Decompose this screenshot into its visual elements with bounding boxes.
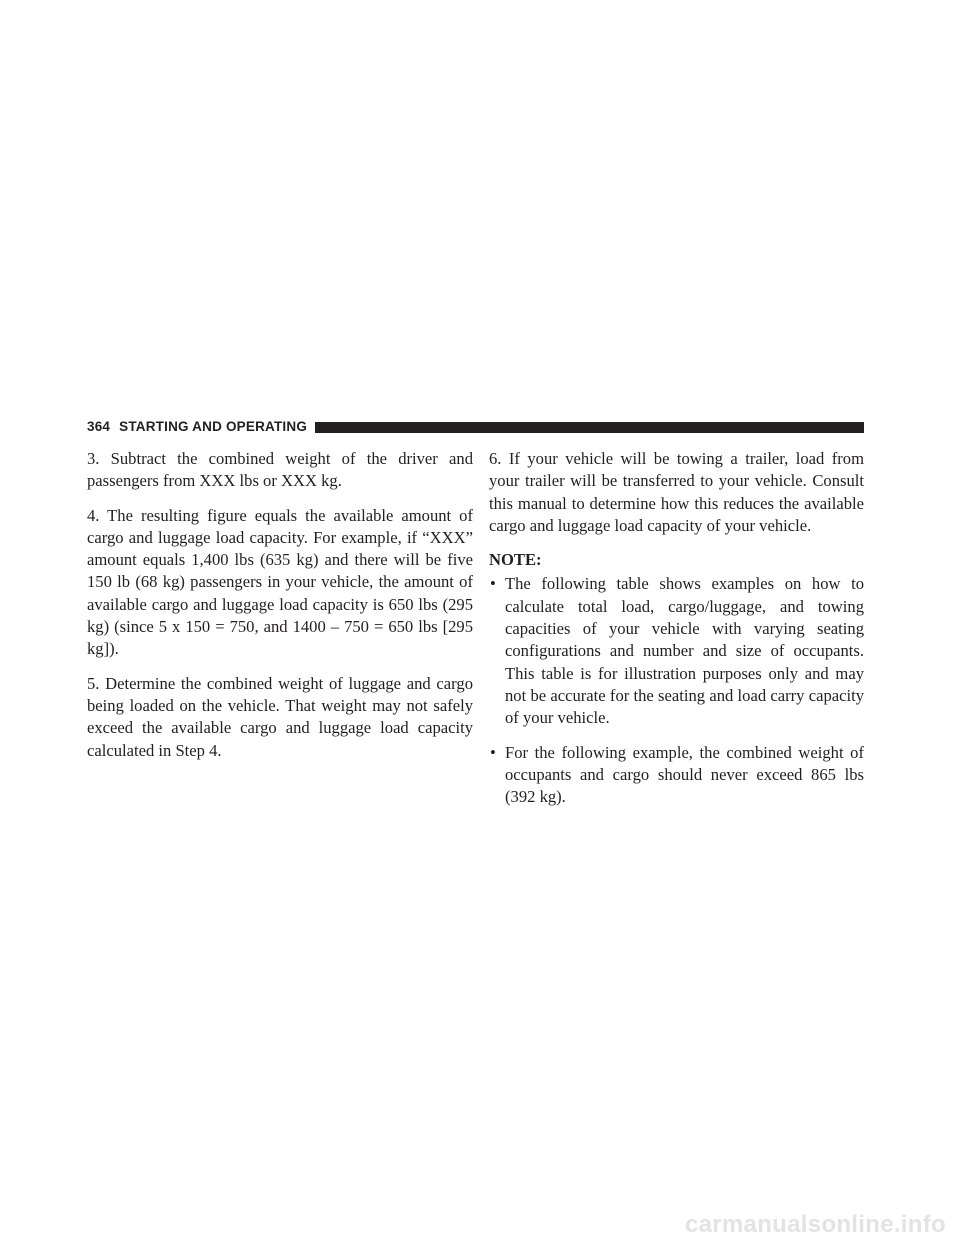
note-bullet-item: [489, 573, 864, 729]
header-rule: [315, 422, 864, 433]
bullet-icon: •: [490, 574, 496, 594]
page-header: [0, 418, 864, 436]
page-number: 364: [87, 419, 111, 434]
section-title: STARTING AND OPERATING: [119, 419, 308, 434]
step-6-paragraph: 6. If your vehicle will be towing a trailer, load from your trailer will be transferred to your vehicle. Consult this manual to determine how this reduces the available cargo and luggage load capacity of your vehicle.: [489, 449, 864, 535]
note-bullet-text: For the following example, the combined weight of occupants and cargo should never exceed 865 lbs (392 kg).: [505, 742, 864, 807]
right-column: [489, 448, 864, 820]
watermark-text: carmanualsonline.info: [684, 1211, 946, 1238]
step-3-paragraph: 3. Subtract the combined weight of the driver and passengers from XXX lbs or XXX kg.: [87, 449, 473, 491]
note-bullet-item: [489, 742, 864, 809]
note-heading: NOTE:: [489, 550, 542, 570]
note-bullet-text: The following table shows examples on how to calculate total load, cargo/luggage, and towing capacities of your vehicle with varying seating configurations and number and size of occupants. This table is for illustration purposes only and may not be accurate for the seating and load carry capacity of your vehicle.: [505, 574, 864, 728]
step-4-paragraph: 4. The resulting figure equals the available amount of cargo and luggage load capacity. For example, if “XXX” amount equals 1,400 lbs (635 kg) and there will be five 150 lb (68 kg) passengers in your vehicle, the amount of available cargo and luggage load capacity is 650 lbs (295 kg) (since 5 x 150 = 750, and 1400 – 750 = 650 lbs [295 kg]).: [87, 505, 473, 659]
step-5-paragraph: 5. Determine the combined weight of luggage and cargo being loaded on the vehicle. That weight may not safely exceed the available cargo and luggage load capacity calculated in Step 4.: [87, 673, 473, 760]
left-column: [87, 448, 473, 774]
bullet-icon: •: [490, 742, 496, 762]
